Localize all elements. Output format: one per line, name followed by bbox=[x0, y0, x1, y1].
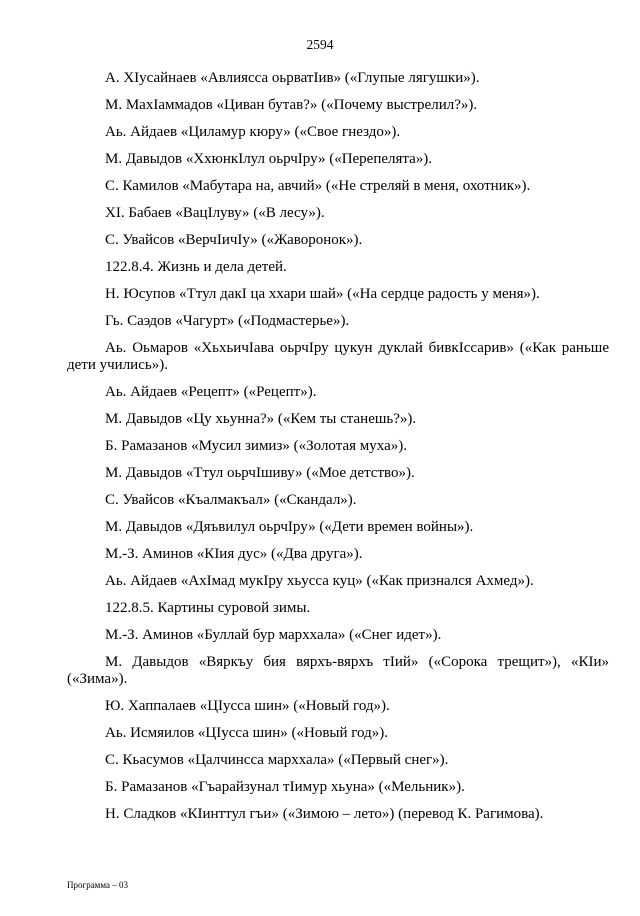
list-item: Гь. Саэдов «Чагурт» («Подмастерье»). bbox=[105, 313, 350, 329]
list-item: М. МахIаммадов «Циван бутав?» («Почему выстрелил?»). bbox=[105, 97, 478, 113]
list-item: С. Камилов «Мабутара на, авчий» («Не стреляй в меня, охотник»). bbox=[105, 178, 531, 194]
page-footer: Программа – 03 bbox=[67, 880, 129, 890]
list-item: Аь. Айдаев «АхIмад мукIру хьусса куц» («Как признался Ахмед»). bbox=[105, 573, 534, 589]
list-item: Б. Рамазанов «Гъарайзунал тIимур хьуна» («Мельник»). bbox=[105, 779, 465, 795]
list-item: М. Давыдов «Вяркъу бия вярхъ-вярхъ тIий» («Сорока трещит»), «КIи» («Зима»). bbox=[67, 654, 609, 687]
list-item: Н. Юсупов «Ттул дакI ца ххари шай» («На сердце радость у меня»). bbox=[105, 286, 540, 302]
list-item: Аь. Оьмаров «ХьхьичIава оьрчIру цукун дуклай бивкIссарив» («Как раньше дети учились»). bbox=[67, 340, 609, 373]
list-item: Н. Сладков «КIинттул гъи» («Зимою – лето») (перевод К. Рагимова). bbox=[105, 806, 544, 822]
list-item: Аь. Исмяилов «ЦIусса шин» («Новый год»). bbox=[105, 725, 388, 741]
list-item: М. Давыдов «Ттул оьрчIшиву» («Мое детство»). bbox=[105, 465, 415, 481]
list-item: М.-З. Аминов «КIия дус» («Два друга»). bbox=[105, 546, 363, 562]
list-item: ХI. Бабаев «ВацIлуву» («В лесу»). bbox=[105, 205, 325, 221]
section-heading: 122.8.5. Картины суровой зимы. bbox=[105, 600, 311, 616]
list-item: С. Увайсов «ВерчIичIу» («Жаворонок»). bbox=[105, 232, 363, 248]
list-item: М. Давыдов «Цу хьунна?» («Кем ты станешь?»). bbox=[105, 411, 417, 427]
list-item: С. Увайсов «Къалмакъал» («Скандал»). bbox=[105, 492, 357, 508]
list-item: А. ХIусайнаев «Авлиясса оьрватIив» («Глупые лягушки»). bbox=[105, 70, 480, 86]
bibliography-list bbox=[67, 70, 609, 833]
list-item: М. Давыдов «Дяъвилул оьрчIру» («Дети времен войны»). bbox=[105, 519, 474, 535]
list-item: С. Кьасумов «Цалчинсса марххала» («Первый снег»). bbox=[105, 752, 449, 768]
list-item: Аь. Айдаев «Рецепт» («Рецепт»). bbox=[105, 384, 317, 400]
list-item: Б. Рамазанов «Мусил зимиз» («Золотая муха»). bbox=[105, 438, 407, 454]
list-item: М. Давыдов «ХхюнкIлул оьрчIру» («Перепелята»). bbox=[105, 151, 433, 167]
page-number: 2594 bbox=[306, 37, 334, 52]
section-heading: 122.8.4. Жизнь и дела детей. bbox=[105, 259, 287, 275]
list-item: Ю. Хаппалаев «ЦIусса шин» («Новый год»). bbox=[105, 698, 390, 714]
list-item: Аь. Айдаев «Циламур кюру» («Свое гнездо»). bbox=[105, 124, 401, 140]
list-item: М.-З. Аминов «Буллай бур марххала» («Снег идет»). bbox=[105, 627, 442, 643]
